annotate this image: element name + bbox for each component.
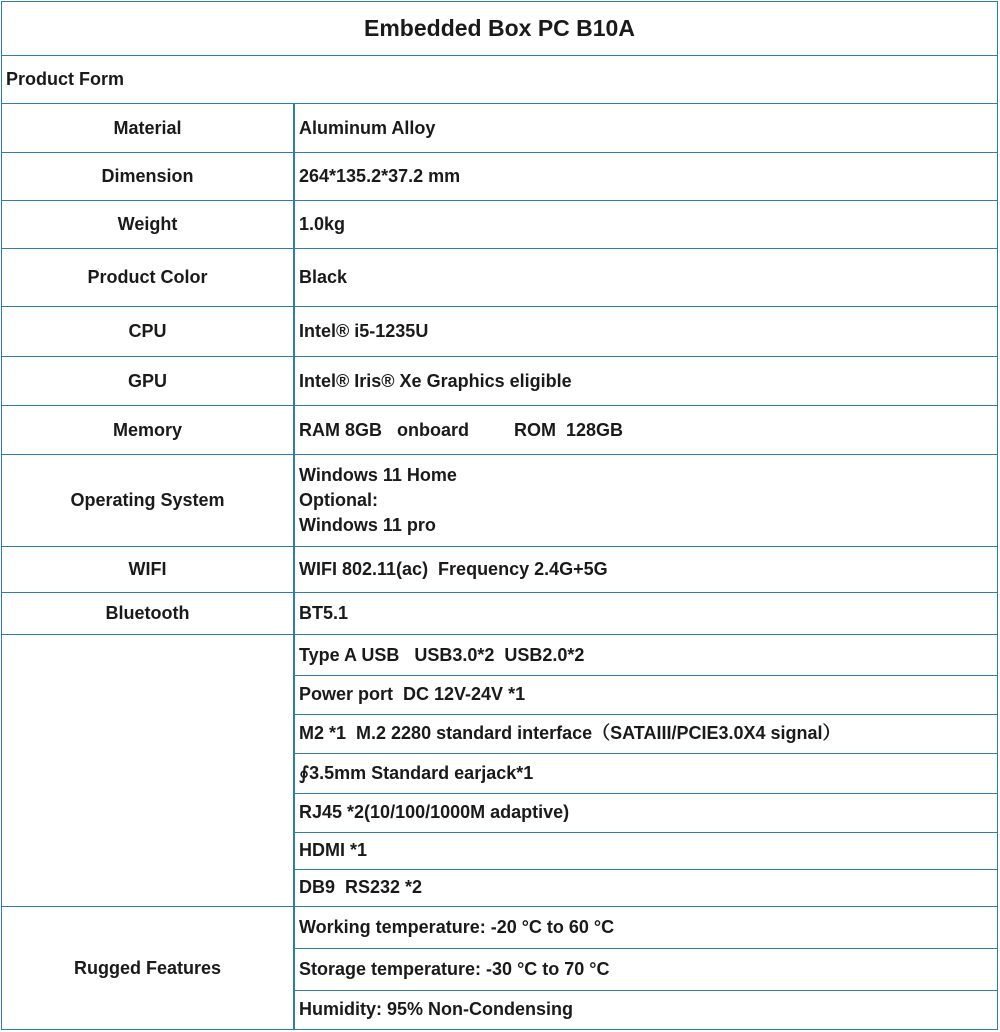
row-value: RAM 8GB onboard ROM 128GB xyxy=(299,419,624,440)
interface-item: ∮3.5mm Standard earjack*1 xyxy=(299,762,534,783)
os-line: Optional: xyxy=(299,490,378,510)
interfaces-group xyxy=(2,635,997,907)
row-label: Product Color xyxy=(2,249,295,306)
row-label xyxy=(2,635,295,906)
row-label: Dimension xyxy=(2,153,295,200)
interface-item: HDMI *1 xyxy=(299,840,368,860)
row-value: Black xyxy=(299,267,348,287)
interface-item: Type A USB USB3.0*2 USB2.0*2 xyxy=(299,644,585,665)
rugged-item: Working temperature: -20 °C to 60 °C xyxy=(299,917,615,937)
row-label: Material xyxy=(2,104,295,152)
rugged-group xyxy=(2,907,997,1029)
section-header: Product Form xyxy=(2,56,997,104)
row-value: 264*135.2*37.2 mm xyxy=(299,166,461,186)
row-label: Bluetooth xyxy=(2,593,295,634)
row-label: Weight xyxy=(2,201,295,248)
interface-item: Power port DC 12V-24V *1 xyxy=(299,684,526,704)
row-label: Memory xyxy=(2,406,295,454)
table-row xyxy=(2,547,997,593)
row-label: GPU xyxy=(2,357,295,405)
row-value: BT5.1 xyxy=(299,603,349,623)
row-value xyxy=(295,455,997,546)
table-row xyxy=(2,249,997,307)
table-row xyxy=(2,593,997,635)
table-row xyxy=(2,357,997,406)
table-row xyxy=(2,104,997,153)
row-label: Rugged Features xyxy=(2,907,295,1029)
table-row xyxy=(2,455,997,547)
row-value: Intel® Iris® Xe Graphics eligible xyxy=(299,370,572,391)
row-label: Operating System xyxy=(2,455,295,546)
os-line: Windows 11 Home xyxy=(299,465,457,485)
table-row xyxy=(2,406,997,455)
os-line: Windows 11 pro xyxy=(299,515,436,535)
interface-item: DB9 RS232 *2 xyxy=(299,877,423,897)
table-row xyxy=(2,307,997,357)
rugged-item: Storage temperature: -30 °C to 70 °C xyxy=(299,958,610,979)
table-title: Embedded Box PC B10A xyxy=(2,2,997,56)
spec-table xyxy=(1,1,998,1030)
row-value: Aluminum Alloy xyxy=(299,117,436,138)
row-value: WIFI 802.11(ac) Frequency 2.4G+5G xyxy=(299,559,608,579)
interface-item: M2 *1 M.2 2280 standard interface（SATAIII/PCIE3.0X4 signal） xyxy=(299,723,841,743)
interface-item: RJ45 *2(10/100/1000M adaptive) xyxy=(299,802,570,822)
rugged-item: Humidity: 95% Non-Condensing xyxy=(299,999,573,1019)
row-value: 1.0kg xyxy=(299,214,346,234)
table-row xyxy=(2,201,997,249)
table-row xyxy=(2,153,997,201)
row-value: Intel® i5-1235U xyxy=(299,321,429,341)
row-label: CPU xyxy=(2,307,295,356)
row-label: WIFI xyxy=(2,547,295,592)
